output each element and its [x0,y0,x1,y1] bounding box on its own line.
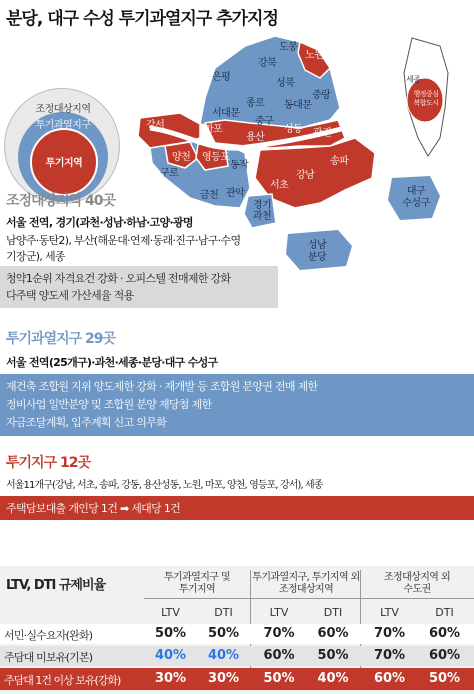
overheat-heading [6,328,115,348]
overheat-bullet-3: 자금조달계획, 입주계획 신고 의무화 [6,416,167,429]
ltv-title: LTV, DTI 규제비율 [6,578,106,593]
district-label: 성동 [284,124,303,135]
ltv-table [0,566,474,694]
cell: 60% [373,671,406,686]
bundang-label: 성남 분당 [307,240,327,263]
ltv-sub: DTI [323,606,343,619]
cell: 50% [428,671,461,686]
district-label: 강북 [258,58,277,69]
legend-mid-label: 투기과열지구 [35,120,91,131]
cell: 50% [317,648,349,663]
overheat-bullet-box [0,374,474,436]
district-label: 종로 [246,98,265,109]
spec-label: 투기지구 [6,455,57,471]
district-label: 노원 [305,50,324,61]
district-label: 양천 [172,152,191,163]
table-divider [144,598,474,599]
overheat-bullet-1: 재건축 조합원 지위 양도제한 강화 · 재개발 등 조합원 분양권 전매 제한 [6,380,318,393]
cell: 60% [428,648,461,663]
district-label: 동대문 [284,100,312,111]
cell: 50% [154,626,187,641]
adjust-bullet-box [0,266,278,308]
district-label: 중구 [255,116,274,127]
cell: 70% [373,648,406,663]
district-label: 광진 [313,128,332,139]
sejong-label: 세종 [406,75,421,84]
ltv-sub: LTV [269,606,289,619]
cell: 50% [207,626,240,641]
district-label: 송파 [330,156,349,167]
row-label: 서민·실수요자(완화) [4,629,93,642]
adjust-count: 40곳 [85,193,116,209]
district-label: 서대문 [212,108,240,119]
adjust-bullet-2: 다주택 양도세 가산세율 적용 [6,289,134,302]
district-label: 마포 [204,124,223,135]
cell: 60% [428,626,461,641]
row-label: 주담대 1건 이상 보유(강화) [4,674,121,687]
cell: 50% [263,671,295,686]
district-label: 성북 [276,78,295,89]
row-label: 주담대 미보유(기본) [4,651,93,664]
overheat-label: 투기과열지구 [6,331,82,347]
legend-inner-label: 투기지역 [45,158,83,169]
district-label: 중랑 [312,90,331,101]
district-label: 강서 [146,120,165,131]
spec-line: 서울11개구(강남, 서초, 송파, 강동, 용산성동, 노원, 마포, 양천, 영등포, 강서), 세종 [6,480,323,491]
spec-bullet-1: 주택담보대출 개인당 1건 ➡ 세대당 1건 [6,502,181,515]
overheat-line: 서울 전역(25개구)·과천·세종·분당·대구 수성구 [6,356,218,369]
cell: 30% [154,671,187,686]
legend [4,88,142,204]
district-label: 구로 [160,168,179,179]
gwacheon-label: 경기 과천 [252,200,272,222]
sejong-city-label: 행정중심 복합도시 [413,90,439,107]
district-label: 도봉 [279,42,298,53]
district-label: 서초 [270,180,289,191]
district-label: 동작 [230,160,249,171]
district-label: 관악 [226,188,245,199]
ltv-sub: LTV [161,606,180,619]
ltv-group-1: 투기과열지구 및 투기지역 [164,572,230,595]
cell: 30% [207,671,240,686]
overheat-bullet-2: 정비사업 일반분양 및 조합원 분양 재당첨 제한 [6,398,212,411]
ltv-sub: LTV [380,606,399,619]
ltv-sub: DTI [435,606,454,619]
suseong-label: 대구 수성구 [402,186,430,209]
ltv-group-3: 조정대상지역 외 수도권 [384,572,450,595]
district-label: 용산 [246,132,265,143]
cell: 70% [373,626,406,641]
adjust-line-1: 서울 전역, 경기(과천·성남·하남·고양·광명 [6,216,193,229]
adjust-bullet-1: 청약1순위 자격요건 강화 · 오피스텔 전매제한 강화 [6,272,231,285]
district-label: 강동 [346,126,365,137]
district-label: 영등포 [202,152,230,163]
adjust-label: 조정대상지역 [6,193,82,209]
cell: 60% [317,626,349,641]
ltv-sub: DTI [214,606,233,619]
cell: 40% [207,648,240,663]
page-title: 분당, 대구 수성 투기과열지구 추가지정 [6,9,278,29]
cell: 60% [263,648,295,663]
district-label: 강남 [296,170,315,181]
district-label: 금천 [200,190,219,201]
spec-count: 12곳 [59,455,90,471]
spec-bullet-box [0,496,474,520]
overheat-count: 29곳 [85,331,116,347]
cell: 40% [317,671,349,686]
district-label: 은평 [212,72,231,83]
adjust-heading [6,190,115,210]
ltv-group-2: 투기과열지구, 투기지역 외 조정대상지역 [252,572,360,595]
cell: 70% [263,626,295,641]
legend-outer-label: 조정대상지역 [35,104,91,115]
adjust-line-2: 남양주·동탄2), 부산(해운대·연제·동래·진구·남구·수영 [6,234,241,247]
cell: 40% [154,648,187,663]
spec-heading [6,452,90,472]
adjust-line-3: 기장군), 세종 [6,250,65,263]
